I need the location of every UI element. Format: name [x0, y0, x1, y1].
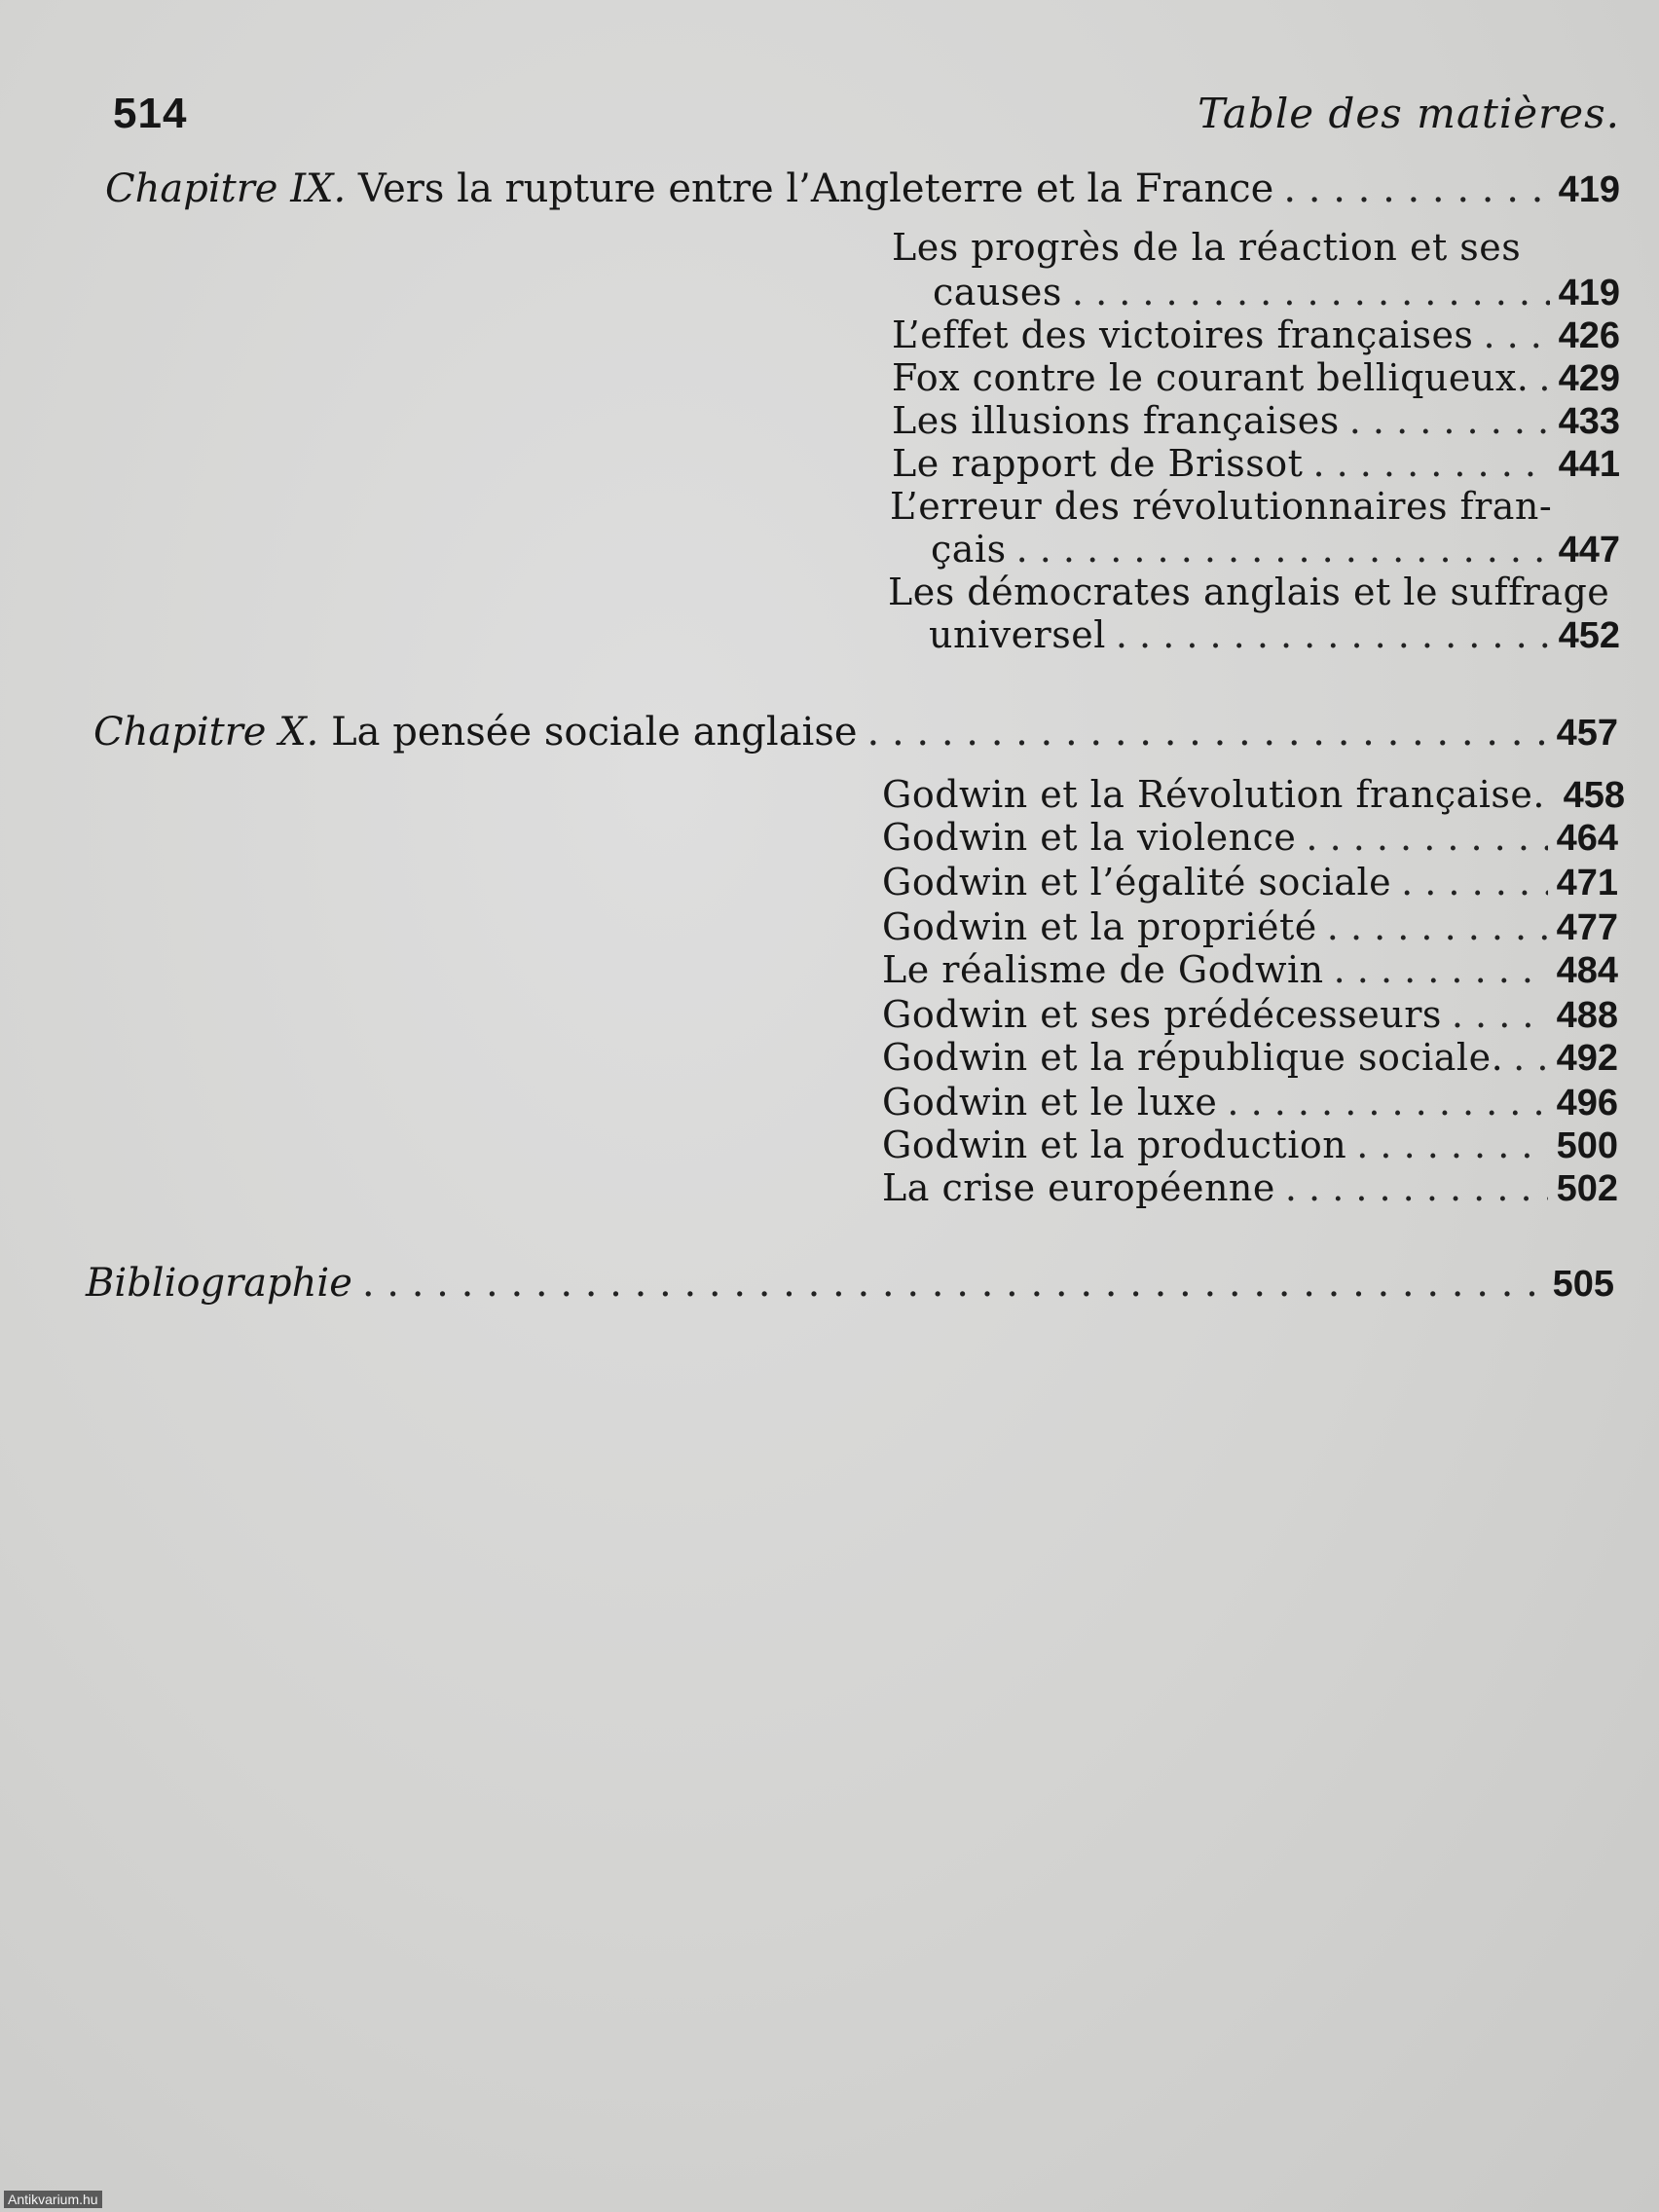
toc-section-10-1[interactable]: Godwin et la Révolution française. 458: [882, 773, 1625, 816]
dot-leader: [1483, 313, 1550, 356]
dot-leader: [1072, 271, 1550, 313]
section-page: 492: [1556, 1038, 1618, 1079]
toc-section-10-3[interactable]: Godwin et l’égalité sociale . . . 471: [882, 861, 1618, 904]
chapter-9-prefix: Chapitre IX.: [105, 166, 347, 211]
dot-leader: [1285, 1166, 1548, 1209]
toc-section-10-6[interactable]: Godwin et ses prédécesseurs . . . 488: [882, 993, 1618, 1037]
toc-section-9-1[interactable]: causes . . . 419: [933, 271, 1620, 314]
dot-leader: [1452, 993, 1548, 1036]
bibliography-page: 505: [1552, 1264, 1614, 1305]
dot-leader: [1312, 442, 1550, 485]
dot-leader: [1327, 905, 1548, 948]
toc-section-10-5[interactable]: Le réalisme de Godwin . . . 484: [882, 948, 1618, 992]
toc-section-10-4[interactable]: Godwin et la propriété . . . 477: [882, 905, 1618, 949]
dot-leader: [1401, 861, 1548, 903]
dot-leader: [1016, 528, 1550, 571]
toc-section-9-2[interactable]: L’effet des victoires françaises . . . 426: [892, 313, 1620, 357]
section-page: 464: [1556, 818, 1618, 859]
toc-chapter-9[interactable]: [105, 167, 1620, 211]
dot-leader: [867, 711, 1548, 754]
toc-section-9-6-line1[interactable]: L’erreur des révolutionnaires fran-: [890, 485, 1553, 528]
toc-section-9-5[interactable]: Le rapport de Brissot . . . 441: [892, 442, 1620, 486]
watermark: Antikvarium.hu: [4, 2191, 102, 2208]
dot-leader: [1334, 948, 1548, 991]
toc-section-9-7[interactable]: universel . . . 452: [929, 613, 1620, 657]
chapter-10-page: 457: [1556, 713, 1618, 754]
page-number: 514: [113, 90, 188, 137]
section-page: 452: [1558, 615, 1620, 656]
section-page: 496: [1556, 1083, 1618, 1124]
section-page: 433: [1558, 401, 1620, 442]
dot-leader: [1306, 816, 1548, 859]
toc-section-10-7[interactable]: Godwin et la république sociale. . . . 492: [882, 1036, 1618, 1080]
section-page: 484: [1556, 950, 1618, 991]
section-page: 441: [1558, 444, 1620, 485]
dot-leader: [362, 1262, 1544, 1305]
section-page: 488: [1556, 995, 1618, 1036]
dot-leader: [1227, 1081, 1548, 1124]
section-page: 447: [1558, 530, 1620, 571]
dot-leader: [1513, 1036, 1548, 1079]
section-page: 429: [1558, 358, 1620, 399]
dot-leader: [1356, 1124, 1548, 1166]
toc-section-9-7-line1[interactable]: Les démocrates anglais et le suffrage: [888, 571, 1610, 613]
toc-section-9-4[interactable]: Les illusions françaises . . . 433: [892, 399, 1620, 443]
section-page: 458: [1563, 775, 1625, 816]
toc-section-9-3[interactable]: Fox contre le courant belliqueux. . . . 429: [892, 356, 1620, 400]
dot-leader: [1283, 167, 1550, 210]
section-page: 471: [1556, 863, 1618, 903]
chapter-9-title: Vers la rupture entre l’Angleterre et la France: [357, 166, 1274, 211]
bibliography-label: Bibliographie: [86, 1261, 352, 1306]
section-page: 419: [1558, 273, 1620, 313]
toc-section-10-9[interactable]: Godwin et la production . . . 500: [882, 1124, 1618, 1167]
chapter-10-prefix: Chapitre X.: [93, 710, 319, 755]
dot-leader: [1116, 613, 1550, 656]
dot-leader: [1538, 356, 1550, 399]
section-page: 426: [1558, 315, 1620, 356]
toc-section-10-10[interactable]: La crise européenne . . . 502: [882, 1166, 1618, 1210]
running-head: Table des matières.: [1198, 90, 1620, 137]
toc-section-10-8[interactable]: Godwin et le luxe . . . 496: [882, 1081, 1618, 1124]
dot-leader: [1349, 399, 1550, 442]
section-page: 502: [1556, 1168, 1618, 1209]
chapter-10-title: La pensée sociale anglaise: [331, 710, 858, 755]
chapter-9-page: 419: [1558, 169, 1620, 210]
toc-chapter-10[interactable]: [93, 711, 1618, 755]
toc-bibliography[interactable]: [86, 1262, 1614, 1306]
section-page: 477: [1556, 907, 1618, 948]
section-page: 500: [1556, 1125, 1618, 1166]
toc-section-9-1-line1[interactable]: Les progrès de la réaction et ses: [892, 226, 1522, 269]
toc-section-9-6[interactable]: çais . . . 447: [931, 528, 1620, 571]
toc-section-10-2[interactable]: Godwin et la violence . . . 464: [882, 816, 1618, 860]
